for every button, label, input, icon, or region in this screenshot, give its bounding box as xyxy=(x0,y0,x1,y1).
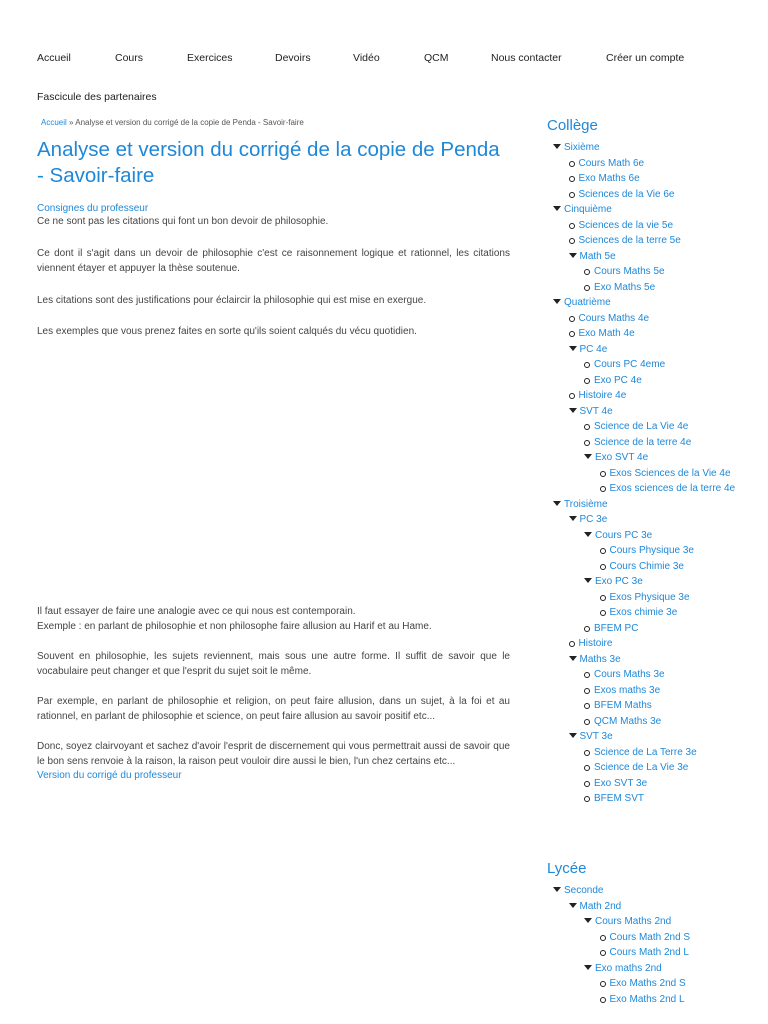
sidebar-item-label: Exos Sciences de la Vie 4e xyxy=(609,467,731,479)
paragraph-5b: Exemple : en parlant de philosophie et non philosophe faire allusion au Harif et au Hame. xyxy=(37,621,432,632)
bullet-circle-icon xyxy=(600,486,606,492)
version-corrige-link[interactable]: Version du corrigé du professeur xyxy=(37,769,182,781)
bullet-circle-icon xyxy=(584,378,590,384)
sidebar-item-label: Seconde xyxy=(564,885,604,896)
nav-qcm[interactable]: QCM xyxy=(424,52,449,64)
nav-devoirs[interactable]: Devoirs xyxy=(275,52,311,64)
bullet-circle-icon xyxy=(584,362,590,368)
bullet-circle-icon xyxy=(584,703,590,709)
expand-triangle-icon[interactable] xyxy=(569,656,577,661)
expand-triangle-icon[interactable] xyxy=(584,454,592,459)
bullet-circle-icon xyxy=(569,238,575,244)
bullet-circle-icon xyxy=(584,688,590,694)
sidebar-item-label: Science de La Vie 4e xyxy=(594,421,689,432)
sidebar-link[interactable] xyxy=(584,621,757,637)
sidebar-item-label: Science de la terre 4e xyxy=(594,436,692,448)
expand-triangle-icon[interactable] xyxy=(553,206,561,211)
sidebar-item-label: Cours PC 4eme xyxy=(594,359,666,370)
sidebar-item-label: BFEM PC xyxy=(594,622,639,634)
sidebar-item-label: Cours Math 2nd S xyxy=(609,931,691,943)
bullet-circle-icon xyxy=(600,548,606,554)
sidebar-item-label: Science de La Vie 3e xyxy=(594,762,689,773)
sidebar-item-label: Histoire xyxy=(578,638,613,649)
sidebar-item-cours-physique-3e[interactable] xyxy=(547,543,757,559)
college-heading: Collège xyxy=(547,117,598,134)
sidebar-link[interactable] xyxy=(600,559,758,575)
bullet-circle-icon xyxy=(584,269,590,275)
sidebar-item-label: PC 3e xyxy=(579,514,608,525)
sidebar-item-label: Exos Physique 3e xyxy=(609,591,690,603)
sidebar-item-exo-svt-3e[interactable] xyxy=(547,776,757,792)
sidebar-item-cours-maths-3e[interactable] xyxy=(547,667,757,683)
sidebar-item-label: Histoire 4e xyxy=(578,390,627,401)
sidebar-link[interactable] xyxy=(584,574,757,590)
bullet-circle-icon xyxy=(600,564,606,570)
sidebar-link[interactable] xyxy=(600,976,758,992)
bullet-circle-icon xyxy=(569,161,575,167)
sidebar-item-label: Math 5e xyxy=(579,250,616,262)
sidebar-item-svt-4e[interactable] xyxy=(547,404,757,420)
sidebar-link[interactable] xyxy=(600,945,758,961)
sidebar-item-label: Exo Maths 2nd S xyxy=(609,978,686,989)
sidebar-item-label: Sciences de la vie 5e xyxy=(578,219,674,231)
sidebar-item-label: Exo Maths 5e xyxy=(594,281,656,293)
sidebar-item-cours-math-2nd-s[interactable] xyxy=(547,930,757,946)
expand-triangle-icon[interactable] xyxy=(569,346,577,351)
bullet-circle-icon xyxy=(584,750,590,756)
bullet-circle-icon xyxy=(584,626,590,632)
sidebar-link[interactable] xyxy=(584,373,757,389)
ad-placeholder xyxy=(37,340,510,590)
sidebar-item-science-de-la-vie-3e[interactable] xyxy=(547,760,757,776)
sidebar-item-exo-pc-3e[interactable] xyxy=(547,574,757,590)
sidebar-item-exo-maths-5e[interactable] xyxy=(547,280,757,296)
sidebar-item-label: SVT 3e xyxy=(579,731,613,742)
sidebar-item-sciences-de-la-terre-5e[interactable] xyxy=(547,233,747,249)
lycee-heading: Lycée xyxy=(547,860,587,877)
sidebar-item-label: Science de La Terre 3e xyxy=(594,746,697,758)
bullet-circle-icon xyxy=(584,719,590,725)
bullet-circle-icon xyxy=(569,223,575,229)
sidebar-item-sciences-de-la-vie-6e[interactable] xyxy=(547,187,757,203)
sidebar-link[interactable] xyxy=(553,295,757,311)
nav-accueil[interactable]: Accueil xyxy=(37,52,71,64)
bullet-circle-icon xyxy=(569,316,575,322)
bullet-circle-icon xyxy=(569,393,575,399)
bullet-circle-icon xyxy=(600,935,606,941)
bullet-circle-icon xyxy=(584,781,590,787)
sidebar-link[interactable] xyxy=(569,187,758,203)
expand-triangle-icon[interactable] xyxy=(584,965,592,970)
sidebar-item-label: BFEM SVT xyxy=(594,793,645,804)
sidebar-link[interactable] xyxy=(600,481,748,497)
paragraph-5a: Il faut essayer de faire une analogie avec ce qui nous est contemporain. xyxy=(37,605,356,617)
sidebar-item-bfem-maths[interactable] xyxy=(547,698,757,714)
sidebar-link[interactable] xyxy=(569,512,758,528)
sidebar-item-exo-maths-2nd-l[interactable] xyxy=(547,992,757,1008)
paragraph-2: Ce dont il s'agit dans un devoir de philosophie c'est ce raisonnement logique et rationnel, les citations viennent étayer et appuyer la thèse soutenue. xyxy=(37,247,510,274)
sidebar-item-science-de-la-terre-4e[interactable] xyxy=(547,435,757,451)
expand-triangle-icon[interactable] xyxy=(569,733,577,738)
lycee-tree xyxy=(547,883,757,1007)
expand-triangle-icon[interactable] xyxy=(553,501,561,506)
sidebar-item-label: Cours Chimie 3e xyxy=(609,560,684,572)
sidebar-item-label: Exo Maths 6e xyxy=(578,173,640,184)
sidebar-link[interactable] xyxy=(569,171,758,187)
sidebar-link[interactable] xyxy=(569,218,758,234)
sidebar-item-cours-pc-4eme[interactable] xyxy=(547,357,757,373)
sidebar-item-label: Exo PC 3e xyxy=(595,576,643,587)
sidebar-item-science-de-la-vie-4e[interactable] xyxy=(547,419,757,435)
sidebar-link[interactable] xyxy=(600,543,758,559)
sidebar-item-cours-maths-2nd[interactable] xyxy=(547,914,757,930)
sidebar-lycee xyxy=(547,860,757,1007)
sidebar-item-science-de-la-terre-3e[interactable] xyxy=(547,745,757,761)
expand-triangle-icon[interactable] xyxy=(569,903,577,908)
sidebar-item-seconde[interactable] xyxy=(547,883,757,899)
bullet-circle-icon xyxy=(600,981,606,987)
sidebar-item-exo-svt-4e[interactable] xyxy=(547,450,757,466)
bullet-circle-icon xyxy=(584,765,590,771)
sidebar-item-exo-pc-4e[interactable] xyxy=(547,373,757,389)
sidebar-item-label: Exo Math 4e xyxy=(578,328,635,339)
sidebar-item-label: Exos sciences de la terre 4e xyxy=(609,483,736,494)
sidebar-item-math-5e[interactable] xyxy=(547,249,757,265)
sidebar-item-bfem-svt[interactable] xyxy=(547,791,757,807)
paragraph-4: Les exemples que vous prenez faites en sorte qu'ils soient calqués du vécu quotidien. xyxy=(37,326,417,337)
sidebar-item-label: Sciences de la terre 5e xyxy=(578,235,681,246)
nav-nous-contacter[interactable]: Nous contacter xyxy=(491,52,562,64)
paragraph-7: Par exemple, en parlant de philosophie et religion, on peut faire allusion, dans un sujet, à la foi et au rationnel, en parlant de philosophie et science, on peut faire allusion au savoir positif etc... xyxy=(37,695,510,722)
sidebar-item-histoire-4e[interactable] xyxy=(547,388,757,404)
expand-triangle-icon[interactable] xyxy=(569,408,577,413)
expand-triangle-icon[interactable] xyxy=(553,887,561,892)
expand-triangle-icon[interactable] xyxy=(584,918,592,923)
sidebar-item-sixieme[interactable] xyxy=(547,140,757,156)
bullet-circle-icon xyxy=(584,424,590,430)
sidebar-link[interactable] xyxy=(584,714,757,730)
consignes-link[interactable]: Consignes du professeur xyxy=(37,203,149,214)
bullet-circle-icon xyxy=(584,440,590,446)
bullet-circle-icon xyxy=(569,331,575,337)
sidebar-link[interactable] xyxy=(553,140,757,156)
sidebar-link[interactable] xyxy=(569,249,758,265)
sidebar-link[interactable] xyxy=(584,419,757,435)
bullet-circle-icon xyxy=(584,285,590,291)
sidebar-item-label: Quatrième xyxy=(564,297,611,308)
sidebar-item-exos-chimie-3e[interactable] xyxy=(547,605,757,621)
sidebar-item-label: Cours Maths 4e xyxy=(578,312,650,324)
paragraph-3: Les citations sont des justifications pour éclaircir la philosophie qui est mise en exergue. xyxy=(37,294,427,306)
sidebar-link[interactable] xyxy=(584,264,757,280)
sidebar-item-label: Maths 3e xyxy=(579,653,621,665)
sidebar-item-troisieme[interactable] xyxy=(547,497,757,513)
paragraph-1: Ce ne sont pas les citations qui font un bon devoir de philosophie. xyxy=(37,216,329,227)
sidebar-item-label: Exos maths 3e xyxy=(594,684,661,696)
sidebar-link[interactable] xyxy=(569,636,758,652)
sidebar-link[interactable] xyxy=(600,466,748,482)
sidebar-item-cours-maths-5e[interactable] xyxy=(547,264,757,280)
sidebar-link[interactable] xyxy=(584,791,757,807)
nav-cours[interactable]: Cours xyxy=(115,52,144,64)
sidebar-item-label: Cours Math 6e xyxy=(578,157,645,169)
sidebar-link[interactable] xyxy=(584,450,757,466)
expand-triangle-icon[interactable] xyxy=(553,299,561,304)
sidebar-item-cours-chimie-3e[interactable] xyxy=(547,559,757,575)
expand-triangle-icon[interactable] xyxy=(569,253,577,258)
main-navigation xyxy=(37,52,737,68)
sidebar-item-label: Sciences de la Vie 6e xyxy=(578,188,675,200)
sidebar-item-label: Troisième xyxy=(564,498,608,510)
breadcrumb-separator: » xyxy=(66,118,76,127)
sidebar-item-pc-3e[interactable] xyxy=(547,512,757,528)
sidebar-item-label: BFEM Maths xyxy=(594,700,652,711)
sidebar-item-cinquieme[interactable] xyxy=(547,202,757,218)
breadcrumb-current: Analyse et version du corrigé de la copie de Penda - Savoir-faire xyxy=(75,118,304,127)
sidebar-link[interactable] xyxy=(600,992,758,1008)
sidebar-item-label: Cours Maths 5e xyxy=(594,266,665,277)
sidebar-college xyxy=(547,117,757,807)
sidebar-item-exo-maths-6e[interactable] xyxy=(547,171,757,187)
paragraph-8: Donc, soyez clairvoyant et sachez d'avoir l'esprit de discernement qui vous permettrait aussi de savoir que le bon sens renvoie à la raison, la raison peut vouloir dire aussi le bien, l'un chez certains etc... xyxy=(37,740,510,767)
sidebar-item-label: Exo PC 4e xyxy=(594,374,642,386)
expand-triangle-icon[interactable] xyxy=(569,516,577,521)
sidebar-link[interactable] xyxy=(553,883,757,899)
sidebar-link[interactable] xyxy=(584,961,757,977)
sidebar-item-exos-sciences-de-la-terre-4e[interactable] xyxy=(547,481,747,497)
sidebar-item-histoire[interactable] xyxy=(547,636,757,652)
nav-creer-compte[interactable]: Créer un compte xyxy=(606,52,685,64)
sidebar-item-sciences-de-la-vie-5e[interactable] xyxy=(547,218,757,234)
breadcrumb-home-link[interactable]: Accueil xyxy=(41,118,67,127)
sidebar-item-cours-math-2nd-l[interactable] xyxy=(547,945,757,961)
sidebar-item-exo-maths-2nd[interactable] xyxy=(547,961,757,977)
nav-video[interactable]: Vidéo xyxy=(353,52,380,64)
sidebar-item-exo-math-4e[interactable] xyxy=(547,326,757,342)
bullet-circle-icon xyxy=(600,610,606,616)
sidebar-link[interactable] xyxy=(584,528,757,544)
sidebar-link[interactable] xyxy=(584,914,757,930)
paragraph-6: Souvent en philosophie, les sujets reviennent, mais sous une autre forme. Il suffit de savoir que le vocabulaire peut changer et que l'esprit du sujet soit le même. xyxy=(37,650,510,677)
sidebar-link[interactable] xyxy=(569,388,758,404)
sidebar-link[interactable] xyxy=(600,930,758,946)
expand-triangle-icon[interactable] xyxy=(584,578,592,583)
sidebar-link[interactable] xyxy=(584,435,757,451)
page-title: Analyse et version du corrigé de la copie de Penda - Savoir-faire xyxy=(37,138,500,187)
sidebar-item-label: Cours PC 3e xyxy=(595,529,653,541)
sidebar-item-qcm-maths-3e[interactable] xyxy=(547,714,757,730)
sidebar-link[interactable] xyxy=(569,326,758,342)
sidebar-link[interactable] xyxy=(553,202,757,218)
sidebar-item-label: Math 2nd xyxy=(579,900,622,912)
sidebar-item-cours-math-6e[interactable] xyxy=(547,156,757,172)
bullet-circle-icon xyxy=(600,595,606,601)
bullet-circle-icon xyxy=(584,672,590,678)
sidebar-link[interactable] xyxy=(584,776,757,792)
bullet-circle-icon xyxy=(569,176,575,182)
sidebar-link[interactable] xyxy=(569,156,758,172)
sidebar-item-label: Exos chimie 3e xyxy=(609,607,678,618)
sidebar-item-exos-physique-3e[interactable] xyxy=(547,590,757,606)
sidebar-item-label: Exo SVT 3e xyxy=(594,777,648,789)
college-tree xyxy=(547,140,757,807)
sidebar-link[interactable] xyxy=(584,745,757,761)
sidebar-item-label: Cours Maths 3e xyxy=(594,669,665,680)
sidebar-item-exos-sciences-de-la-vie-4e[interactable] xyxy=(547,466,747,482)
nav-exercices[interactable]: Exercices xyxy=(187,52,233,64)
bullet-circle-icon xyxy=(600,471,606,477)
sidebar-item-label: Exo Maths 2nd L xyxy=(609,993,685,1005)
sidebar-item-math-2nd[interactable] xyxy=(547,899,757,915)
expand-triangle-icon[interactable] xyxy=(584,532,592,537)
bullet-circle-icon xyxy=(600,997,606,1003)
sidebar-item-cours-maths-4e[interactable] xyxy=(547,311,757,327)
sidebar-item-maths-3e[interactable] xyxy=(547,652,757,668)
expand-triangle-icon[interactable] xyxy=(553,144,561,149)
nav-fascicule-partenaires[interactable]: Fascicule des partenaires xyxy=(37,91,157,103)
bullet-circle-icon xyxy=(584,796,590,802)
sidebar-item-label: QCM Maths 3e xyxy=(594,715,662,727)
sidebar-link[interactable] xyxy=(569,899,758,915)
sidebar-item-label: Cours Math 2nd L xyxy=(609,947,689,958)
sidebar-link[interactable] xyxy=(584,698,757,714)
sidebar-link[interactable] xyxy=(553,497,757,513)
sidebar-link[interactable] xyxy=(569,342,758,358)
article xyxy=(37,118,510,781)
sidebar-link[interactable] xyxy=(569,311,758,327)
sidebar-item-cours-pc-3e[interactable] xyxy=(547,528,757,544)
sidebar-link[interactable] xyxy=(569,404,758,420)
bullet-circle-icon xyxy=(600,950,606,956)
sidebar-item-label: Exo maths 2nd xyxy=(595,962,662,974)
sidebar-link[interactable] xyxy=(584,357,757,373)
sidebar-item-label: Cours Physique 3e xyxy=(609,545,694,556)
sidebar-item-svt-3e[interactable] xyxy=(547,729,757,745)
sidebar-item-label: Exo SVT 4e xyxy=(595,452,649,463)
sidebar-link[interactable] xyxy=(584,760,757,776)
sidebar-link[interactable] xyxy=(584,280,757,296)
sidebar-link[interactable] xyxy=(584,667,757,683)
sidebar-item-bfem-pc[interactable] xyxy=(547,621,757,637)
sidebar-link[interactable] xyxy=(584,683,757,699)
sidebar-item-label: PC 4e xyxy=(579,343,608,355)
bullet-circle-icon xyxy=(569,192,575,198)
sidebar-link[interactable] xyxy=(600,605,758,621)
sidebar-item-label: SVT 4e xyxy=(579,405,613,417)
sidebar-link[interactable] xyxy=(569,729,758,745)
sidebar-item-label: Sixième xyxy=(564,142,600,153)
breadcrumb xyxy=(41,118,510,127)
sidebar-item-label: Cours Maths 2nd xyxy=(595,916,672,927)
sidebar-item-pc-4e[interactable] xyxy=(547,342,757,358)
sidebar-link[interactable] xyxy=(600,590,758,606)
bullet-circle-icon xyxy=(569,641,575,647)
sidebar-item-exo-maths-2nd-s[interactable] xyxy=(547,976,757,992)
sidebar-link[interactable] xyxy=(569,233,748,249)
sidebar-item-exos-maths-3e[interactable] xyxy=(547,683,757,699)
sidebar-item-quatrieme[interactable] xyxy=(547,295,757,311)
sidebar-link[interactable] xyxy=(569,652,758,668)
sidebar-item-label: Cinquième xyxy=(564,204,612,215)
